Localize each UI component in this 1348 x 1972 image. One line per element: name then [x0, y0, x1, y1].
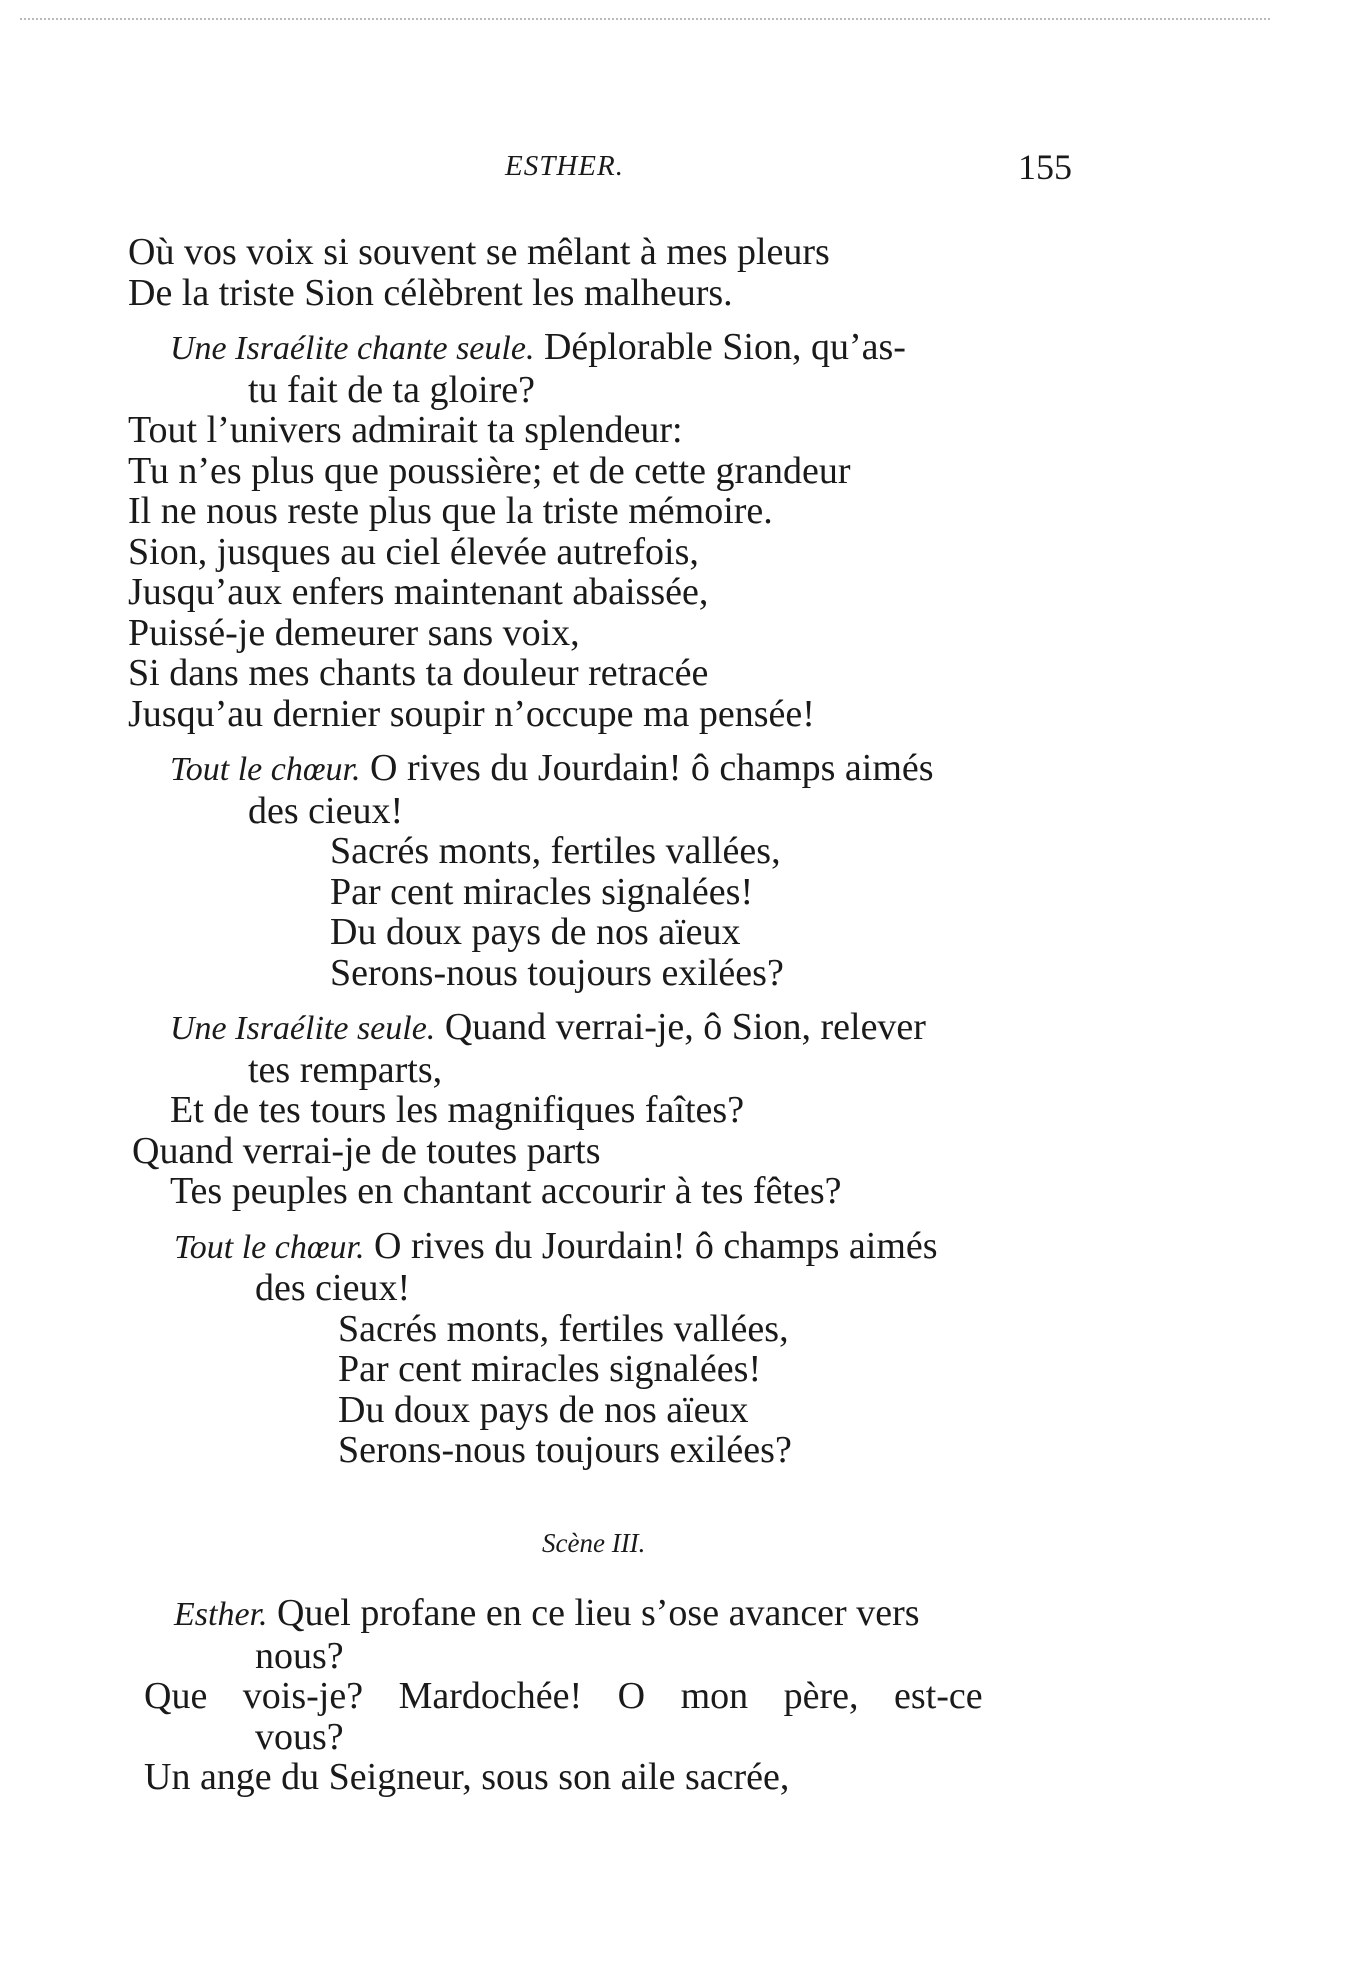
verse-line: des cieux! [255, 1267, 411, 1309]
verse-line: Par cent miracles signalées! [338, 1348, 762, 1390]
verse-text: Quand verrai-je, ô Sion, relever [435, 1006, 926, 1048]
verse-line: Jusqu’au dernier soupir n’occupe ma pensée! [128, 692, 815, 735]
running-title: ESTHER. [505, 150, 624, 182]
verse-line: Quand verrai-je de toutes parts [132, 1129, 601, 1172]
verse-text: Déplorable Sion, qu’as- [534, 326, 906, 368]
speech-line [128, 1007, 1228, 1050]
verse-line: Jusqu’aux enfers maintenant abaissée, [128, 571, 709, 613]
speaker-name: Tout le chœur. [170, 751, 361, 788]
verse-line: vous? [255, 1715, 344, 1758]
verse-line: tes remparts, [248, 1048, 443, 1091]
verse-line: Serons-nous toujours exilées? [330, 951, 784, 994]
speaker-name: Esther. [174, 1596, 268, 1633]
verse-line: Puissé-je demeurer sans voix, [128, 611, 580, 654]
verse-line: Par cent miracles signalées! [330, 870, 754, 913]
speaker-name: Une Israélite seule. [170, 1010, 436, 1047]
verse-line: des cieux! [248, 789, 404, 832]
verse-line: Du doux pays de nos aïeux [330, 911, 741, 953]
verse-line: Si dans mes chants ta douleur retracée [128, 652, 709, 694]
verse-line: Un ange du Seigneur, sous son aile sacrée, [144, 1756, 790, 1798]
verse-line: Sion, jusques au ciel élevée autrefois, [128, 530, 699, 573]
verse-line: tu fait de ta gloire? [248, 368, 535, 411]
speaker-name: Tout le chœur. [174, 1228, 365, 1266]
page-header [0, 147, 1348, 200]
verse-line: Serons-nous toujours exilées? [338, 1429, 792, 1471]
verse-text: O rives du Jourdain! ô champs aimés [360, 747, 934, 789]
page-number: 155 [1018, 147, 1072, 187]
verse-line: nous? [255, 1634, 344, 1677]
scene-heading: Scène III. [542, 1527, 646, 1558]
verse-line: Il ne nous reste plus que la triste mémoire. [128, 490, 773, 532]
speech-line [128, 1226, 1228, 1269]
verse-line: Sacrés monts, fertiles vallées, [338, 1307, 789, 1350]
verse-line: Tout l’univers admirait ta splendeur: [128, 409, 683, 451]
verse-text: Quel profane en ce lieu s’ose avancer vers [267, 1592, 920, 1634]
verse-line: Où vos voix si souvent se mêlant à mes pleurs [128, 231, 830, 273]
speech-line [128, 327, 1228, 370]
verse-line: Que vois-je? Mardochée! O mon père, est-ce [144, 1675, 983, 1717]
verse-line: De la triste Sion célèbrent les malheurs. [128, 271, 733, 314]
verse-line: Tes peuples en chantant accourir à tes fêtes? [170, 1170, 842, 1212]
verse-line: Et de tes tours les magnifiques faîtes? [170, 1089, 745, 1131]
speaker-name: Une Israélite chante seule. [170, 330, 535, 367]
verse-line: Du doux pays de nos aïeux [338, 1388, 749, 1431]
speech-line [128, 748, 1228, 791]
verse-line: Tu n’es plus que poussière; et de cette grandeur [128, 449, 851, 492]
top-dotted-rule [20, 18, 1270, 20]
page-text [128, 232, 1228, 1798]
verse-line: Sacrés monts, fertiles vallées, [330, 830, 781, 872]
verse-text: O rives du Jourdain! ô champs aimés [364, 1224, 938, 1267]
speech-line [128, 1593, 1228, 1636]
